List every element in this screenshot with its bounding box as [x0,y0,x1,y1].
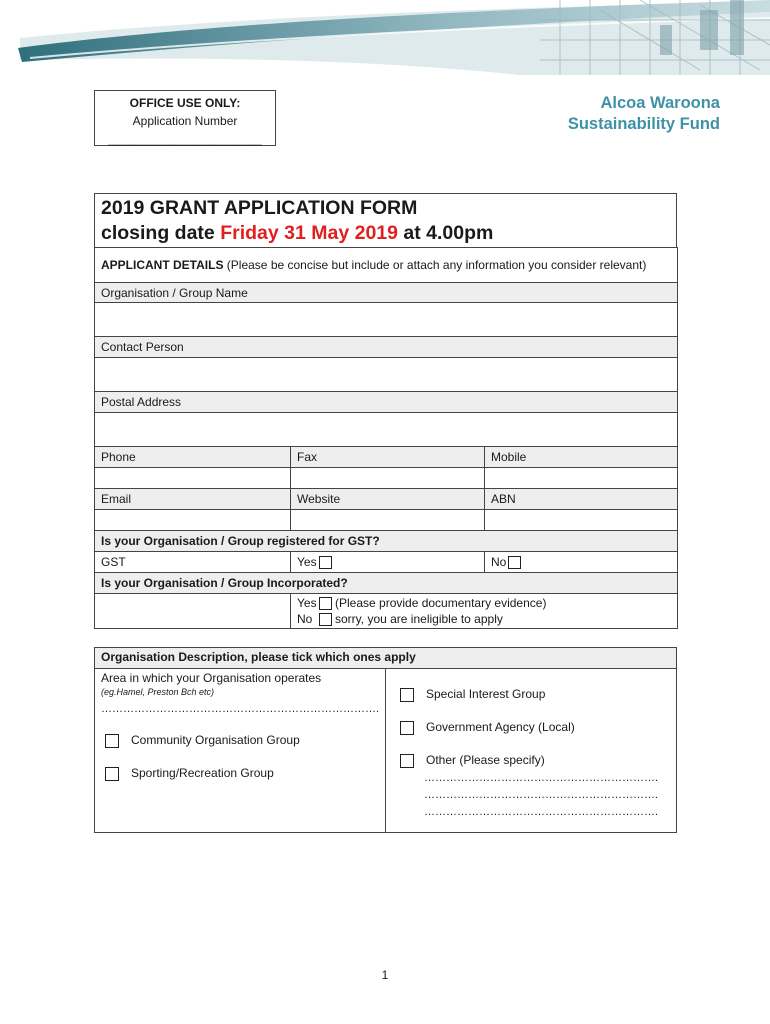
incorporated-yes-label: Yes [297,596,317,610]
contact-person-field[interactable] [95,358,678,392]
incorporated-no-note: sorry, you are ineligible to apply [335,612,503,626]
applicant-details-heading [95,248,678,283]
contact-person-label: Contact Person [95,337,678,358]
applicant-details-note: (Please be concise but include or attach any information you consider relevant) [226,258,647,272]
gst-no-label: No [491,554,507,569]
other-specify-line-2[interactable]: ………………………………………………………. [424,789,659,801]
brand-line-1: Alcoa Waroona [600,94,720,112]
mobile-field[interactable] [485,468,678,489]
area-label: Area in which your Organisation operates [101,671,322,685]
applicant-details-table [94,247,678,629]
special-interest-option[interactable] [400,687,545,702]
form-title-block [94,193,677,247]
description-right-column [386,669,676,832]
postal-address-label: Postal Address [95,392,678,413]
email-field[interactable] [95,510,291,531]
fax-label: Fax [291,447,485,468]
website-label: Website [291,489,485,510]
phone-field[interactable] [95,468,291,489]
gst-no-checkbox[interactable] [508,556,521,569]
government-checkbox[interactable] [400,721,414,735]
phone-label: Phone [95,447,291,468]
incorporated-yes-checkbox[interactable] [319,597,332,610]
org-name-field[interactable] [95,303,678,337]
area-field[interactable]: …………………………………………………………………. [101,703,380,715]
applicant-details-title: APPLICANT DETAILS [101,258,224,272]
community-label: Community Organisation Group [131,733,300,747]
description-left-column [95,669,386,832]
incorporated-yes-note: (Please provide documentary evidence) [335,596,547,610]
application-number-label: Application Number [132,114,238,128]
special-interest-label: Special Interest Group [426,687,546,701]
sporting-checkbox[interactable] [105,767,119,781]
community-option[interactable] [105,733,300,748]
other-checkbox[interactable] [400,754,414,768]
special-interest-checkbox[interactable] [400,688,414,702]
incorporated-no-checkbox[interactable] [319,613,332,626]
gst-no-cell [485,552,678,573]
application-number-line[interactable]: _______________________ [108,132,262,146]
other-specify-line-1[interactable]: ………………………………………………………. [424,772,659,784]
community-checkbox[interactable] [105,734,119,748]
page-number: 1 [381,968,389,982]
org-name-label: Organisation / Group Name [95,283,678,303]
sporting-option[interactable] [105,766,274,781]
closing-date-value: Friday 31 May 2019 [220,222,398,244]
government-label: Government Agency (Local) [426,720,575,734]
closing-date-prefix: closing date [101,222,215,244]
incorporated-no-label: No [297,612,313,626]
fax-field[interactable] [291,468,485,489]
incorporated-no-row [297,611,671,627]
sporting-label: Sporting/Recreation Group [131,766,274,780]
office-use-title: OFFICE USE ONLY: [129,96,241,110]
office-use-box [94,90,276,146]
government-option[interactable] [400,720,575,735]
incorporated-blank-cell [95,594,291,629]
gst-yes-checkbox[interactable] [319,556,332,569]
abn-field[interactable] [485,510,678,531]
gst-yes-cell [291,552,485,573]
organisation-description-box [94,647,677,833]
area-example: (eg.Hamel, Preston Bch etc) [101,687,215,697]
brand-line-2: Sustainability Fund [567,115,720,133]
closing-date-suffix: at 4.00pm [403,222,494,244]
gst-yes-label: Yes [297,554,317,569]
mobile-label: Mobile [485,447,678,468]
gst-label: GST [95,552,291,573]
other-specify-line-3[interactable]: ………………………………………………………. [424,806,659,818]
closing-date-line [101,221,670,246]
incorporated-options [291,594,678,629]
organisation-description-heading: Organisation Description, please tick which ones apply [95,648,676,669]
header-banner-image [0,0,770,75]
website-field[interactable] [291,510,485,531]
email-label: Email [95,489,291,510]
postal-address-field[interactable] [95,413,678,447]
other-label: Other (Please specify) [426,753,545,767]
gst-question: Is your Organisation / Group registered for GST? [95,531,678,552]
incorporated-question: Is your Organisation / Group Incorporated? [95,573,678,594]
other-option[interactable] [400,753,545,768]
abn-label: ABN [485,489,678,510]
brand-logo-text [568,93,720,135]
form-title: 2019 GRANT APPLICATION FORM [101,197,418,219]
incorporated-yes-row [297,595,671,611]
